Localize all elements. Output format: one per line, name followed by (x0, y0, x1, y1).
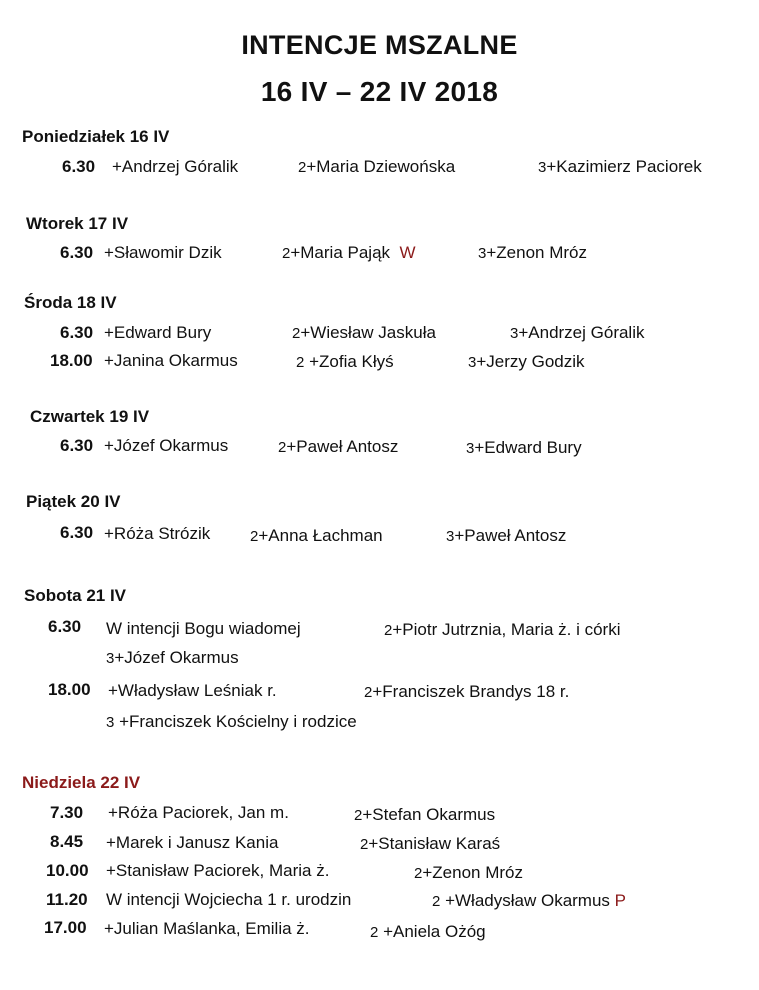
intention-2 (296, 352, 394, 372)
intention-mark: W (399, 243, 416, 262)
day-heading-monday: Poniedziałek 16 IV (22, 127, 170, 146)
intention-1: +Janina Okarmus (104, 351, 238, 370)
intention-text: +Wiesław Jaskuła (300, 323, 436, 342)
mass-time: 6.30 (60, 243, 94, 262)
intention-2 (364, 682, 569, 702)
intention-1: +Józef Okarmus (104, 436, 229, 455)
mass-time: 10.00 (46, 861, 89, 880)
intention-3 (106, 712, 357, 732)
intention-2 (354, 805, 495, 825)
intention-1: +Julian Maślanka, Emilia ż. (104, 919, 310, 938)
mass-time: 18.00 (48, 680, 91, 699)
intention-number: 2 (250, 528, 259, 545)
intention-text: +Paweł Antosz (286, 437, 399, 456)
intention-text: +Stanisław Karaś (368, 834, 501, 853)
mass-time: 6.30 (60, 523, 94, 542)
day-heading-friday: Piątek 20 IV (26, 492, 121, 511)
intention-mark: P (614, 891, 627, 910)
intention-text: +Stefan Okarmus (362, 805, 496, 824)
date-range: 16 IV – 22 IV 2018 (260, 76, 499, 107)
intention-1: W intencji Bogu wiadomej (106, 619, 301, 638)
intention-number: 2 (384, 622, 393, 639)
intention-text: +Anna Łachman (258, 526, 383, 545)
intention-1: +Edward Bury (104, 323, 212, 342)
intention-text: +Aniela Ożóg (383, 922, 486, 941)
intention-1: +Stanisław Paciorek, Maria ż. (106, 861, 330, 880)
intention-number: 2 (282, 245, 291, 262)
intention-3 (106, 648, 239, 668)
intention-number: 2 (292, 325, 301, 342)
intention-3 (466, 438, 582, 458)
intention-text: +Jerzy Godzik (476, 352, 585, 371)
intention-2 (292, 323, 436, 343)
intention-number: 3 (468, 354, 477, 371)
intention-number: 3 (538, 159, 547, 176)
intention-number: 3 (510, 325, 519, 342)
intention-number: 2 (364, 684, 373, 701)
intention-number: 3 (478, 245, 487, 262)
day-heading-wednesday: Środa 18 IV (24, 293, 117, 312)
intention-2 (384, 620, 621, 640)
mass-time: 17.00 (44, 918, 87, 937)
intention-text: +Piotr Jutrznia, Maria ż. i córki (392, 620, 621, 639)
mass-time: 6.30 (62, 157, 96, 176)
intention-number: 3 (106, 714, 115, 731)
intention-text: +Maria Pająk (290, 243, 391, 262)
intention-number: 3 (466, 440, 475, 457)
intention-2 (414, 863, 523, 883)
intention-1: W intencji Wojciecha 1 r. urodzin (106, 890, 352, 909)
intention-1: +Sławomir Dzik (104, 243, 222, 262)
mass-time: 7.30 (50, 803, 84, 822)
intention-2 (360, 834, 500, 854)
intention-1: +Andrzej Góralik (112, 157, 239, 176)
intention-number: 2 (432, 893, 441, 910)
intention-number: 2 (296, 354, 305, 371)
intention-text: +Franciszek Kościelny i rodzice (119, 712, 357, 731)
intention-text: +Andrzej Góralik (518, 323, 645, 342)
page-title: INTENCJE MSZALNE (241, 30, 518, 60)
intention-number: 3 (106, 650, 115, 667)
intention-text: +Maria Dziewońska (306, 157, 456, 176)
mass-time: 11.20 (46, 890, 88, 909)
intention-number: 2 (278, 439, 287, 456)
intention-text: +Franciszek Brandys 18 r. (372, 682, 570, 701)
intention-text: +Zenon Mróz (486, 243, 587, 262)
mass-time: 8.45 (50, 832, 84, 851)
intention-text: +Józef Okarmus (114, 648, 239, 667)
intention-2 (298, 157, 455, 177)
day-heading-tuesday: Wtorek 17 IV (26, 214, 129, 233)
intention-text: +Paweł Antosz (454, 526, 567, 545)
mass-time: 6.30 (60, 436, 94, 455)
intention-text: +Zenon Mróz (422, 863, 523, 882)
intention-1: +Róża Strózik (104, 524, 211, 543)
intention-text: +Edward Bury (474, 438, 582, 457)
day-heading-sunday: Niedziela 22 IV (22, 773, 141, 792)
intention-3 (510, 323, 644, 343)
intention-3 (446, 526, 566, 546)
intention-number: 2 (354, 807, 363, 824)
intention-number: 2 (414, 865, 423, 882)
intention-2 (282, 243, 416, 263)
intention-3 (468, 352, 585, 372)
intention-3 (538, 157, 702, 177)
day-heading-thursday: Czwartek 19 IV (30, 407, 150, 426)
day-heading-saturday: Sobota 21 IV (24, 586, 127, 605)
intention-text: +Władysław Okarmus (445, 891, 610, 910)
intention-2 (250, 526, 383, 546)
intention-1: +Marek i Janusz Kania (106, 833, 279, 852)
intention-text: +Kazimierz Paciorek (546, 157, 702, 176)
mass-time: 6.30 (60, 323, 94, 342)
intention-text: +Zofia Kłyś (309, 352, 394, 371)
intention-2 (370, 922, 486, 942)
mass-time: 18.00 (50, 351, 93, 370)
intention-2 (432, 891, 626, 911)
intention-3 (478, 243, 587, 263)
mass-time: 6.30 (48, 617, 82, 636)
intention-1: +Władysław Leśniak r. (108, 681, 277, 700)
intention-2 (278, 437, 398, 457)
intention-1: +Róża Paciorek, Jan m. (108, 803, 289, 822)
intention-number: 2 (370, 924, 379, 941)
intention-number: 3 (446, 528, 455, 545)
intention-number: 2 (298, 159, 307, 176)
intention-number: 2 (360, 836, 369, 853)
